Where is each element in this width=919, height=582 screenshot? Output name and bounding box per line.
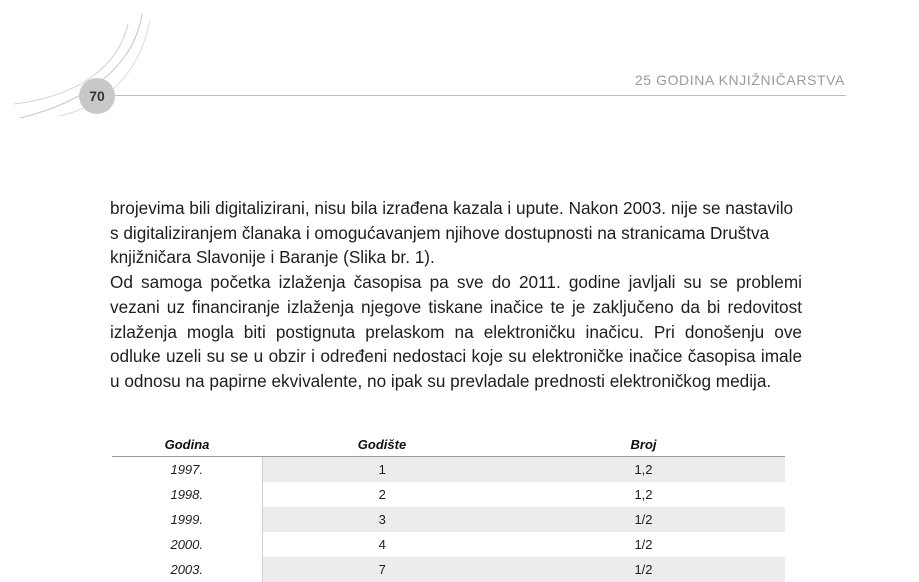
cell-issue: 1/2 bbox=[502, 507, 785, 532]
paragraph: Od samoga početka izlaženja časopisa pa sve do 2011. godine javljali su se problemi vezani uz financiranje izlaženja njegove tiskane inačice te je zaključeno da bi redovitost izlaženja mogla biti postignuta prelaskom na elektroničku inačicu. Pri donošenju ove odluke uzeli su se u obzir i određeni nedostaci koje su elektroničke inačice časopisa imale u odnosu na papirne ekvivalente, no ipak su prevladale prednosti elektroničkog medija. bbox=[110, 272, 802, 391]
cell-year: 2003. bbox=[112, 557, 262, 582]
cell-issue: 1/2 bbox=[502, 557, 785, 582]
table-row bbox=[112, 532, 785, 557]
paragraph: brojevima bili digitalizirani, nisu bila izrađena kazala i upute. Nakon 2003. nije se nastavilo s digitaliziranjem članaka i omogućavanjem njihove dostupnosti na stranicama Društva knjižničara Slavonije i Baranje (Slika br. 1). bbox=[110, 198, 794, 268]
cell-volume: 3 bbox=[262, 507, 502, 532]
cell-year: 1998. bbox=[112, 482, 262, 507]
column-header-volume: Godište bbox=[262, 432, 502, 457]
cell-volume: 7 bbox=[262, 557, 502, 582]
cell-year: 1997. bbox=[112, 457, 262, 483]
header-rule bbox=[115, 95, 846, 96]
table-row bbox=[112, 482, 785, 507]
table-row bbox=[112, 457, 785, 483]
cell-volume: 2 bbox=[262, 482, 502, 507]
table-header-row bbox=[112, 432, 785, 457]
cell-issue: 1,2 bbox=[502, 457, 785, 483]
cell-volume: 4 bbox=[262, 532, 502, 557]
cell-volume: 1 bbox=[262, 457, 502, 483]
running-title: 25 GODINA KNJIŽNIČARSTVA bbox=[634, 72, 845, 88]
cell-issue: 1,2 bbox=[634, 487, 653, 502]
issues-table bbox=[112, 432, 785, 582]
page-number: 70 bbox=[79, 78, 115, 114]
column-header-issue: Broj bbox=[502, 432, 785, 457]
table-row bbox=[112, 557, 785, 582]
cell-issue: 1/2 bbox=[634, 537, 653, 552]
table-row bbox=[112, 507, 785, 532]
cell-year: 1999. bbox=[112, 507, 262, 532]
body-text bbox=[110, 196, 802, 394]
column-header-year: Godina bbox=[112, 432, 262, 457]
decorative-arcs bbox=[0, 0, 200, 140]
cell-year: 2000. bbox=[112, 532, 262, 557]
